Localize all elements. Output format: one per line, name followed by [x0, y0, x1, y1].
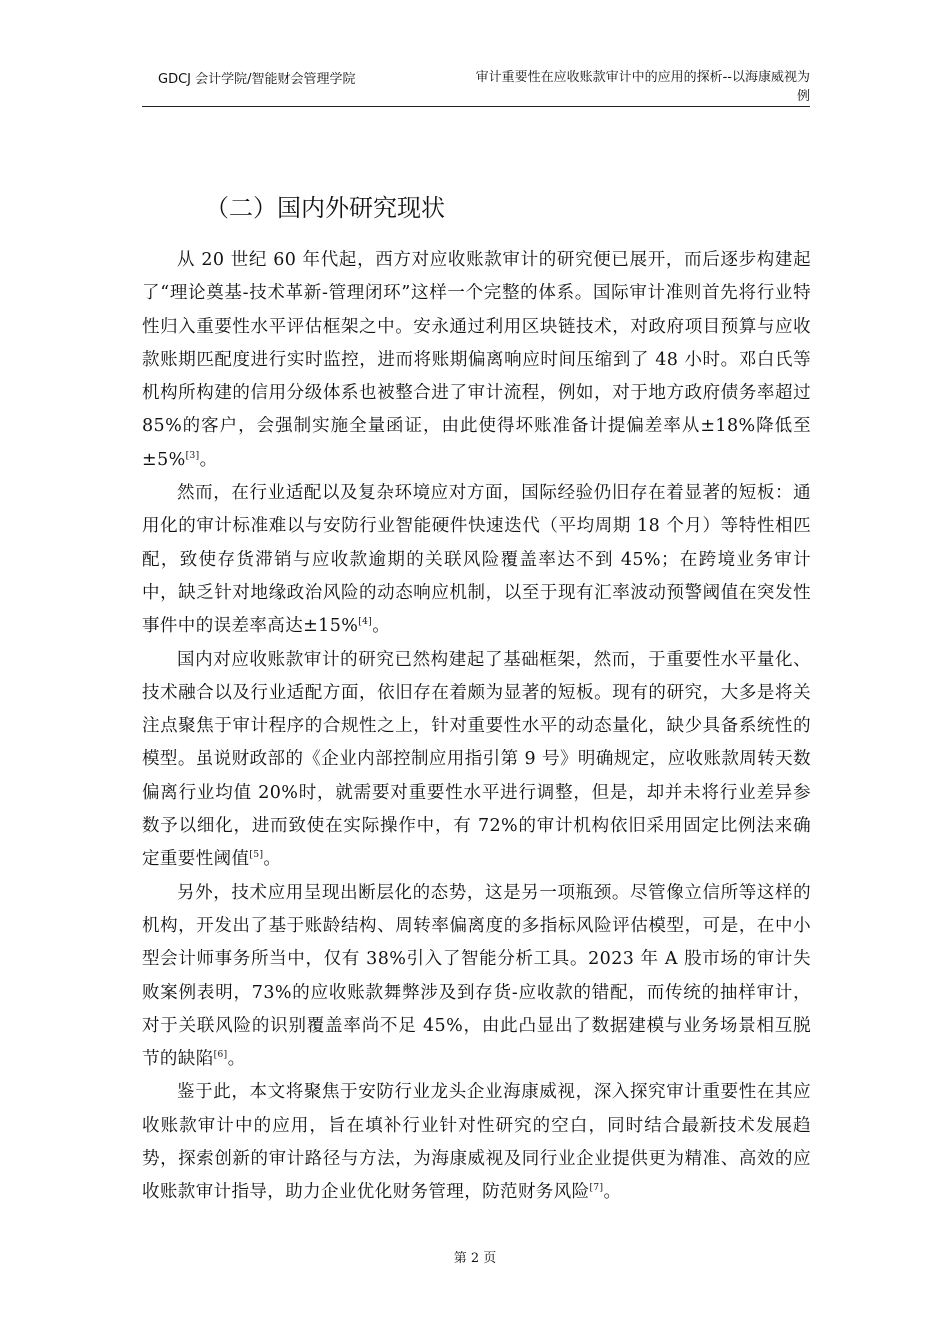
page-number: 第 2 页 — [453, 1251, 497, 1266]
paragraph — [142, 1076, 811, 1209]
citation-ref: [5] — [249, 850, 264, 861]
paragraph — [142, 477, 811, 643]
paragraph — [142, 877, 811, 1077]
paragraph-end: 。 — [603, 1182, 622, 1203]
citation-ref: [4] — [358, 617, 373, 628]
citation-ref: [7] — [589, 1183, 604, 1194]
section-title: （二）国内外研究现状 — [205, 194, 445, 222]
page-footer — [0, 1247, 950, 1266]
paragraph-end: 。 — [199, 449, 218, 470]
paragraph-text: 然而，在行业适配以及复杂环境应对方面，国际经验仍旧存在着显著的短板：通用化的审计标准难以与安防行业智能硬件快速迭代（平均周期 18 个月）等特性相匹配，致使存货滞销与应收款逾期的关联风险覆盖率达不到 45%；在跨境业务审计中，缺乏针对地缘政治风险的动态响应机制，以至于现有汇率波动预警阈值在突发性事件中的误差率高达±15% — [142, 483, 811, 637]
paragraph — [142, 244, 811, 477]
paragraph-text: 国内对应收账款审计的研究已然构建起了基础框架，然而，于重要性水平量化、技术融合以及行业适配方面，依旧存在着颇为显著的短板。现有的研究，大多是将关注点聚焦于审计程序的合规性之上，针对重要性水平的动态量化，缺少具备系统性的模型。虽说财政部的《企业内部控制应用指引第 9 号》明确规定，应收账款周转天数偏离行业均值 20%时，就需要对重要性水平进行调整，但是，却并未将行业差异参数予以细化，进而致使在实际操作中，有 72%的审计机构依旧采用固定比例法来确定重要性阈值 — [142, 649, 811, 870]
citation-ref: [6] — [213, 1050, 228, 1061]
paragraph — [142, 644, 811, 877]
paragraph-text: 鉴于此，本文将聚焦于安防行业龙头企业海康威视，深入探究审计重要性在其应收账款审计中的应用，旨在填补行业针对性研究的空白，同时结合最新技术发展趋势，探索创新的审计路径与方法，为海康威视及同行业企业提供更为精准、高效的应收账款审计指导，助力企业优化财务管理，防范财务风险 — [142, 1082, 811, 1203]
paragraph-end: 。 — [372, 616, 391, 637]
header-institution: GDCJ 会计学院/智能财会管理学院 — [158, 72, 356, 87]
header-divider — [142, 106, 810, 107]
page-header — [142, 66, 810, 106]
header-document-title: 审计重要性在应收账款审计中的应用的探析--以海康威视为例 — [475, 70, 810, 104]
paragraph-end: 。 — [263, 849, 282, 870]
paragraph-end: 。 — [227, 1049, 246, 1070]
paragraph-text: 另外，技术应用呈现出断层化的态势，这是另一项瓶颈。尽管像立信所等这样的机构，开发出了基于账龄结构、周转率偏离度的多指标风险评估模型，可是，在中小型会计师事务所当中，仅有 38%引入了智能分析工具。2023 年 A 股市场的审计失败案例表明，73%的应收账款舞弊涉及到存货-应收款的错配，而传统的抽样审计，对于关联风险的识别覆盖率尚不足 45%，由此凸显出了数据建模与业务场景相互脱节的缺陷 — [142, 882, 811, 1070]
citation-ref: [3] — [185, 450, 200, 461]
body-text — [142, 244, 811, 1210]
paragraph-text: 从 20 世纪 60 年代起，西方对应收账款审计的研究便已展开，而后逐步构建起了“理论奠基-技术革新-管理闭环”这样一个完整的体系。国际审计准则首先将行业特性归入重要性水平评估框架之中。安永通过利用区块链技术，对政府项目预算与应收款账期匹配度进行实时监控，进而将账期偏离响应时间压缩到了 48 小时。邓白氏等机构所构建的信用分级体系也被整合进了审计流程，例如，对于地方政府债务率超过 85%的客户，会强制实施全量函证，由此使得坏账准备计提偏差率从±18%降低至±5% — [142, 250, 811, 470]
